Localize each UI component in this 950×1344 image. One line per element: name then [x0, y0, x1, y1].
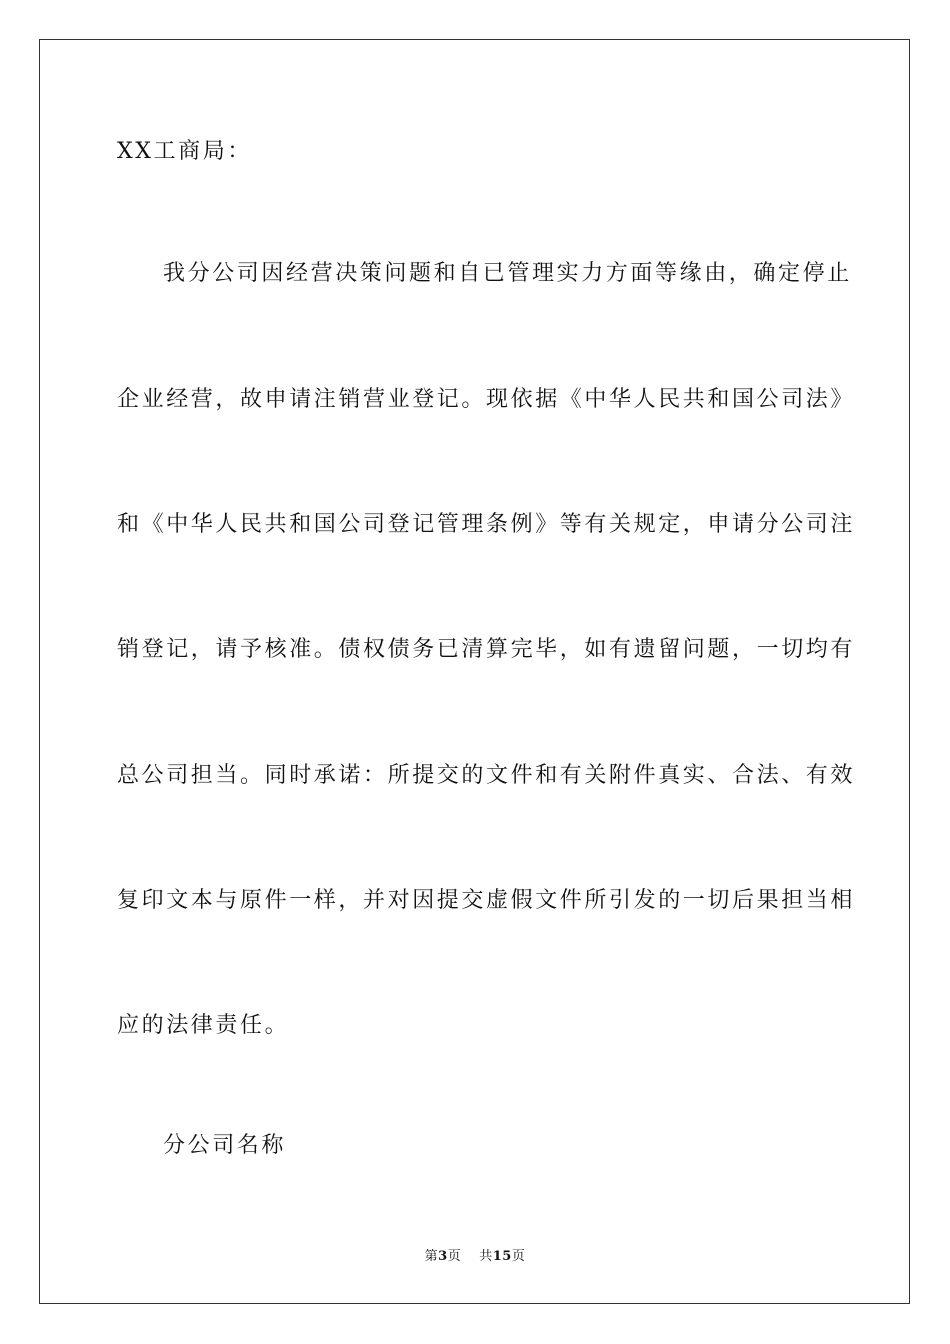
paragraph-line-5: 总公司担当。同时承诺：所提交的文件和有关附件真实、合法、有效 [117, 763, 856, 788]
paragraph-line-4: 销登记，请予核准。债权债务已清算完毕，如有遗留问题，一切均有 [117, 637, 856, 662]
page-footer [0, 1248, 950, 1266]
page-prefix: 第 [424, 1249, 439, 1264]
salutation: XX工商局： [117, 139, 252, 164]
paragraph-line-7: 应的法律责任。 [117, 1013, 290, 1038]
total-pages: 15 [492, 1249, 512, 1264]
page-border [39, 39, 910, 1304]
total-prefix: 共 [479, 1249, 493, 1264]
paragraph-line-2: 企业经营，故申请注销营业登记。现依据《中华人民共和国公司法》 [117, 387, 856, 412]
paragraph-line-6: 复印文本与原件一样，并对因提交虚假文件所引发的一切后果担当相 [117, 888, 856, 913]
paragraph-line-1: 我分公司因经营决策问题和自已管理实力方面等缘由，确定停止 [163, 261, 852, 286]
signature-label: 分公司名称 [163, 1133, 287, 1158]
paragraph-line-3: 和《中华人民共和国公司登记管理条例》等有关规定，申请分公司注 [117, 512, 856, 537]
total-suffix: 页 [511, 1249, 526, 1264]
page-suffix: 页 [447, 1249, 462, 1264]
page-number: 3 [438, 1249, 448, 1264]
